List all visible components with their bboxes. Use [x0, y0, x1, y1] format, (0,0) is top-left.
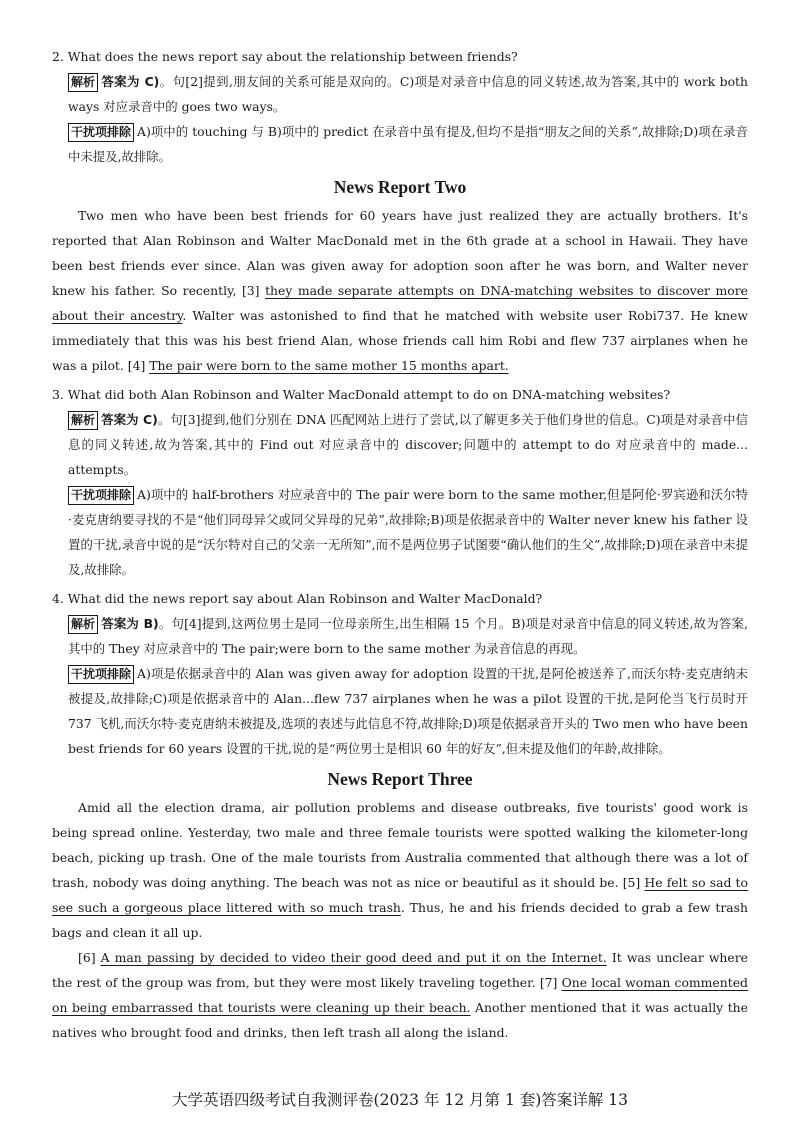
section-title-news-report-two: News Report Two: [333, 177, 467, 197]
page-footer: 大学英语四级考试自我测评卷(2023 年 12 月第 1 套)答案详解 13: [172, 1091, 628, 1109]
distractor-tag: 干扰项排除: [68, 123, 134, 142]
distractor-q2: [52, 119, 748, 169]
news-report-three-paragraph-1: Amid all the election drama, air pollution problems and disease outbreaks, five tourists' good work is being spread online. Yesterday, two male and three female tourists were spotted walking the kilometer-long beach, picking up trash. One of the male tourists from Australia commented that although there was a lot of trash, nobody was doing anything. The beach was not as nice or beautiful as it should be. [5] He felt so sad to see such a gorgeous place littered with so much trash. Thus, he and his friends decided to grab a few trash bags and clean it all up.: [52, 800, 749, 940]
analysis-text: 。句[4]提到,这两位男士是同一位母亲所生,出生相隔 15 个月。B)项是对录音中信息的同义转述,故为答案,其中的 They 对应录音中的 The pair;were born to the same mother 为录音信息的再现。: [68, 616, 748, 656]
distractor-text: A)项是依据录音中的 Alan was given away for adoption 设置的干扰,是阿伦被送养了,而沃尔特·麦克唐纳未被提及,故排除;C)项是依据录音中的 Alan...flew 737 airplanes when he was a pilot 设置的干扰,是阿伦当飞行员时开 737 飞机,而沃尔特·麦克唐纳未被提及,选项的表述与此信息不符,故排除;D)项是依据录音开头的 Two men who have been best friends for 60 years 设置的干扰,说的是“两位男士是相识 60 年的好友”,但未提及他们的年龄,故排除。: [68, 666, 748, 756]
news-report-three-paragraph-2: [6] A man passing by decided to video their good deed and put it on the Internet. It was unclear where the rest of the group was from, but they were most likely traveling together. [7] One local woman commented on being embarrassed that tourists were cleaning up their beach. Another mentioned that it was actually the natives who brought food and drinks, then left trash all along the island.: [52, 950, 748, 1040]
analysis-tag: 解析: [68, 615, 98, 634]
answer-label: 答案为 C): [101, 74, 160, 89]
underlined-sentence-5: He felt so sad to see such a gorgeous place littered with so much trash: [52, 875, 748, 915]
distractor-q3: [52, 482, 748, 582]
section-title-news-report-three: News Report Three: [327, 769, 473, 789]
analysis-q4: [52, 611, 748, 661]
answer-label: 答案为 C): [101, 412, 158, 427]
answer-label: 答案为 B): [101, 616, 159, 631]
underlined-sentence-3: they made separate attempts on DNA-matching websites to discover more about their ancestry: [52, 283, 748, 323]
analysis-tag: 解析: [68, 411, 98, 430]
analysis-text: 。句[3]提到,他们分别在 DNA 匹配网站上进行了尝试,以了解更多关于他们身世的信息。C)项是对录音中信息的同义转述,故为答案,其中的 Find out 对应录音中的 discover;问题中的 attempt to do 对应录音中的 made... attempts。: [68, 412, 748, 477]
underlined-sentence-6: A man passing by decided to video their good deed and put it on the Internet.: [100, 950, 607, 965]
analysis-q2: [52, 69, 748, 119]
distractor-text: A)项中的 half-brothers 对应录音中的 The pair were born to the same mother,但是阿伦·罗宾逊和沃尔特·麦克唐纳要寻找的不是“他们同母异父或同父异母的兄弟”,故排除;B)项是依据录音中的 Walter never knew his father 设置的干扰,录音中说的是“沃尔特对自己的父亲一无所知”,而不是两位男子试图要“确认他们的生父”,故排除;D)项在录音中未提及,故排除。: [68, 487, 748, 577]
news-report-two-text: Two men who have been best friends for 60 years have just realized they are actually brothers. It's reported that Alan Robinson and Walter MacDonald met in the 6th grade at a school in Hawaii. They have been best friends ever since. Alan was given away for adoption soon after he was born, and Walter never knew his father. So recently, [3] they made separate attempts on DNA-matching websites to discover more about their ancestry. Walter was astonished to find that he matched with website user Robi737. He knew immediately that this was his best friend Alan, whose friends call him Robi and flew 737 airplanes when he was a pilot. [4] The pair were born to the same mother 15 months apart.: [52, 208, 748, 373]
question-3: 3. What did both Alan Robinson and Walter MacDonald attempt to do on DNA-matching websites?: [52, 387, 671, 402]
underlined-sentence-4: The pair were born to the same mother 15 months apart.: [149, 358, 509, 373]
analysis-q3: [52, 407, 748, 482]
analysis-text: 。句[2]提到,朋友间的关系可能是双向的。C)项是对录音中信息的同义转述,故为答案,其中的 work both ways 对应录音中的 goes two ways。: [68, 74, 749, 114]
analysis-tag: 解析: [68, 73, 98, 92]
distractor-text: A)项中的 touching 与 B)项中的 predict 在录音中虽有提及,但均不是指“朋友之间的关系”,故排除;D)项在录音中未提及,故排除。: [68, 124, 748, 164]
distractor-q4: [52, 661, 748, 761]
underlined-sentence-7: One local woman commented on being embarrassed that tourists were cleaning up their beach.: [52, 975, 748, 1015]
distractor-tag: 干扰项排除: [68, 486, 134, 505]
question-2: 2. What does the news report say about the relationship between friends?: [52, 49, 518, 64]
question-4: 4. What did the news report say about Alan Robinson and Walter MacDonald?: [52, 591, 543, 606]
distractor-tag: 干扰项排除: [68, 665, 134, 684]
